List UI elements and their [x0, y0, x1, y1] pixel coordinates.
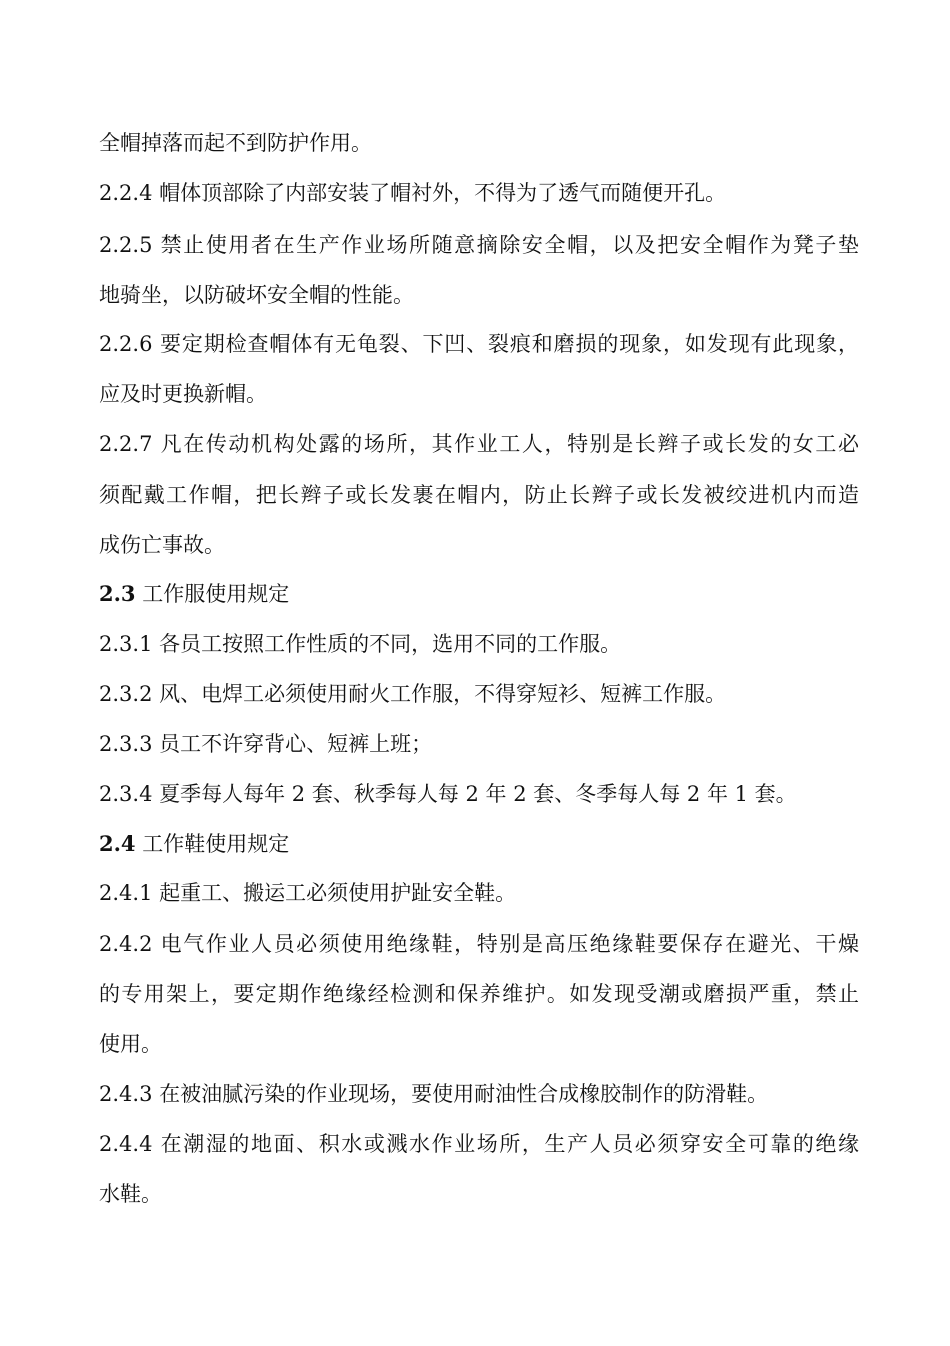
text-line: 使用。 [99, 1032, 162, 1056]
text-line: 全帽掉落而起不到防护作用。 [99, 131, 372, 155]
text-line: 2.2.7 凡在传动机构处露的场所，其作业工人，特别是长辫子或长发的女工必 [99, 432, 859, 456]
text-line: 应及时更换新帽。 [99, 382, 267, 406]
section-title: 工作鞋使用规定 [142, 832, 290, 856]
text-line: 2.3.4 夏季每人每年 2 套、秋季每人每 2 年 2 套、冬季每人每 2 年 1 套。 [99, 782, 797, 806]
text-line: 2.4.2 电气作业人员必须使用绝缘鞋，特别是高压绝缘鞋要保存在避光、干燥 [99, 932, 859, 956]
text-line: 水鞋。 [99, 1182, 162, 1206]
section-title: 工作服使用规定 [142, 582, 290, 606]
text-line: 2.4.4 在潮湿的地面、积水或溅水作业场所，生产人员必须穿安全可靠的绝缘 [99, 1132, 859, 1156]
text-line: 2.2.4 帽体顶部除了内部安装了帽衬外，不得为了透气而随便开孔。 [99, 181, 727, 205]
text-line: 须配戴工作帽，把长辫子或长发裹在帽内，防止长辫子或长发被绞进机内而造 [99, 483, 859, 507]
text-line: 的专用架上，要定期作绝缘经检测和保养维护。如发现受潮或磨损严重，禁止 [99, 982, 859, 1006]
text-line: 2.4.1 起重工、搬运工必须使用护趾安全鞋。 [99, 881, 517, 905]
section-heading [99, 828, 859, 860]
text-line: 2.2.6 要定期检查帽体有无龟裂、下凹、裂痕和磨损的现象，如发现有此现象， [99, 332, 859, 356]
section-number: 2.4 [99, 831, 136, 856]
section-number: 2.3 [99, 581, 136, 606]
text-line: 2.3.2 风、电焊工必须使用耐火工作服，不得穿短衫、短裤工作服。 [99, 682, 727, 706]
text-line: 成伤亡事故。 [99, 533, 225, 557]
text-line: 2.2.5 禁止使用者在生产作业场所随意摘除安全帽，以及把安全帽作为凳子垫 [99, 233, 859, 257]
section-heading [99, 578, 859, 610]
text-line: 2.4.3 在被油腻污染的作业现场，要使用耐油性合成橡胶制作的防滑鞋。 [99, 1082, 769, 1106]
text-line: 地骑坐，以防破坏安全帽的性能。 [99, 283, 414, 307]
text-line: 2.3.3 员工不许穿背心、短裤上班； [99, 732, 433, 756]
text-line: 2.3.1 各员工按照工作性质的不同，选用不同的工作服。 [99, 632, 622, 656]
